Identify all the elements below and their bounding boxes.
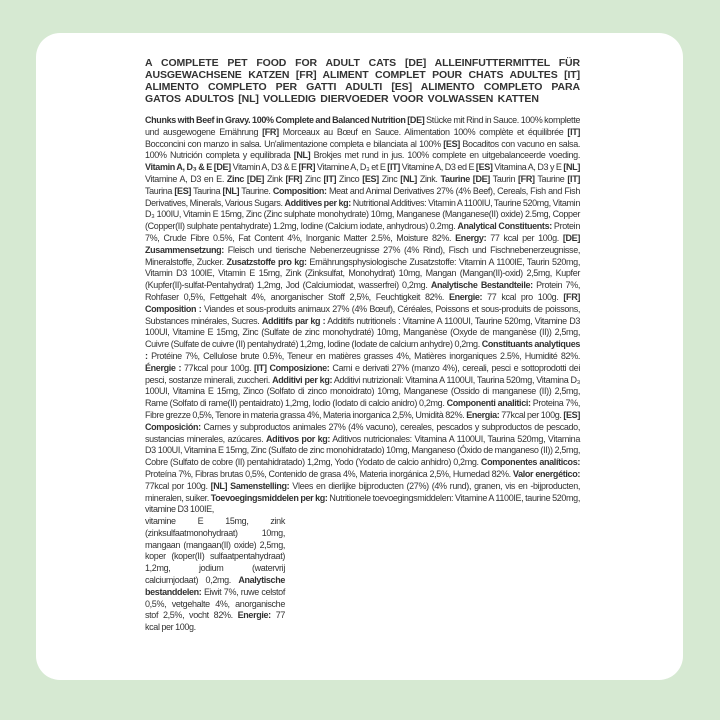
label-card	[36, 33, 683, 680]
label-body-text-narrow-column: vitamine E 15mg, zink (zinksulfaatmonohydraat) 10mg, mangaan (mangaan(II) oxide) 2,5mg, koper (koper(II) sulfaatpentahydraat) 1,2mg, jodium (watervrij calciumjodaat) 0,2mg. Analytische bestanddelen: Eiwit 7%, ruwe celstof 0,5%, vetgehalte 4%, anorganische stof 2,5%, vocht 82%. Energie: 77 kcal per 100g.	[145, 516, 285, 633]
label-text-column	[145, 57, 580, 634]
product-description-header: A COMPLETE PET FOOD FOR ADULT CATS [DE] ALLEINFUTTERMITTEL FÜR AUSGEWACHSENE KATZEN [FR] ALIMENT COMPLET POUR CHATS ADULTES [IT] ALIMENTO COMPLETO PER GATTI ADULTI [ES] ALIMENTO COMPLETO PARA GATOS ADULTOS [NL] VOLLEDIG DIERVOEDER VOOR VOLWASSEN KATTEN	[145, 57, 580, 105]
label-body-text: Chunks with Beef in Gravy. 100% Complete and Balanced Nutrition [DE] Stücke mit Rind in Sauce. 100% komplette und ausgewogene Ernährung [FR] Morceaux au Bœuf en Sauce. Alimentation 100% complète et équilibrée [IT] Bocconcini con manzo in salsa. Un'alimentazione completa e bilanciata al 100% [ES] Bocaditos con vacuno en salsa. 100% Nutrición completa y equilibrada [NL] Brokjes met rund in jus. 100% complete en uitgebalanceerde voeding. Vitamin A, D₃ & E [DE] Vitamin A, D3 & E [FR] Vitamine A, D₃ et E [IT] Vitamine A, D3 ed E [ES] Vitamina A, D3 y E [NL] Vitamine A, D3 en E. Zinc [DE] Zink [FR] Zinc [IT] Zinco [ES] Zinc [NL] Zink. Taurine [DE] Taurin [FR] Taurine [IT] Taurina [ES] Taurina [NL] Taurine. Composition: Meat and Animal Derivatives 27% (4% Beef), Cereals, Fish and Fish Derivatives, Minerals, Various Sugars. Additives per kg: Nutritional Additives: Vitamin A 1100IU, Taurine 520mg, Vitamin D₃ 100IU, Vitamin E 15mg, Zinc (Zinc sulphate monohydrate) 10mg, Manganese (Manganese(II) oxide) 2.5mg, Copper (Copper(II) sulphate pentahydrate) 1.2mg, Iodine (Calcium iodate, anhydrous) 0.2mg. Analytical Constituents: Protein 7%, Crude Fibre 0.5%, Fat Content 4%, Inorganic Matter 2.5%, Moisture 82%. Energy: 77 kcal per 100g. [DE] Zusammensetzung: Fleisch und tierische Nebenerzeugnisse 27% (4% Rind), Fisch und Fischnebenerzeugnisse, Mineralstoffe, Zucker. Zusatzstoffe pro kg: Ernährungsphysiologische Zusatzstoffe: Vitamin A 1100IE, Taurin 520mg, Vitamin D3 100IE, Vitamin E 15mg, Zink (Zinksulfat, Monohydrat) 10mg, Mangan (Mangan(II)-oxid) 2,5mg, Kupfer (Kupfer(II)-sulfat-Pentahydrat) 1,2mg, Jod (Calciumiodat, wasserfrei) 0,2mg. Analytische Bestandteile: Protein 7%, Rohfaser 0,5%, Fettgehalt 4%, anorganischer Stoff 2,5%, Feuchtigkeit 82%. Energie: 77 kcal pro 100g. [FR] Composition : Viandes et sous-produits animaux 27% (4% Bœuf), Céréales, Poissons et sous-produits de poissons, Substances minérales, Sucres. Additifs par kg : Additifs nutritionels : Vitamine A 1100UI, Taurine 520mg, Vitamine D3 100UI, Vitamine E 15mg, Zinc (Sulfate de zinc monohydraté) 10mg, Manganèse (Oxyde de manganèse (II)) 2,5mg, Cuivre (Sulfate de cuivre (II) pentahydraté) 1,2mg, Iodine (Iodate de calcium anhydre) 0,2mg. Constituants analytiques : Protéine 7%, Cellulose brute 0.5%, Teneur en matières grasses 4%, Matières inorganiques 2.5%, Humidité 82%. Énergie : 77kcal pour 100g. [IT] Composizione: Carni e derivati 27% (manzo 4%), cereali, pesci e sottoprodotti dei pesci, sostanze minerali, zuccheri. Additivi per kg: Additivi nutrizionali: Vitamina A 1100UI, Taurina 520mg, Vitamina D₃ 100UI, Vitamina E 15mg, Zinco (Solfato di zinco monoidrato) 10mg, Manganese (Ossido di manganese (II)) 2,5mg, Rame (Solfato di rame(II) pentaidrato) 1,2mg, Iodio (Iodato di calcio anidro) 0,2mg. Componenti analitici: Proteina 7%, Fibre grezze 0,5%, Tenore in materia grassa 4%, Materia inorganica 2,5%, Umidità 82%. Energia: 77kcal per 100g. [ES] Composición: Carnes y subproductos animales 27% (4% vacuno), cereales, pescados y subproductos de pescado, sustancias minerales, azúcares. Aditivos por kg: Aditivos nutricionales: Vitamina A 1100UI, Taurina 520mg, Vitamina D3 100UI, Vitamina E 15mg, Zinc (Sulfato de zinc monohidratado) 10mg, Manganeso (Óxido de manganeso (II)) 2,5mg, Cobre (Sulfato de cobre (II) pentahidratado) 1,2mg, Yodo (Yodato de calcio anhidro) 0,2mg. Componentes analíticos: Proteína 7%, Fibras brutas 0,5%, Contenido de grasa 4%, Materia inorgánica 2,5%, Humedad 82%. Valor energético: 77kcal por 100g. [NL] Samenstelling: Vlees en dierlijke bijproducten (27%) (4% rund), granen, vis en -bijproducten, mineralen, suiker. Toevoegingsmiddelen per kg: Nutritionele toevoegingsmiddelen: Vitamine A 1100IE, taurine 520mg, vitamine D3 100IE,	[145, 115, 581, 515]
